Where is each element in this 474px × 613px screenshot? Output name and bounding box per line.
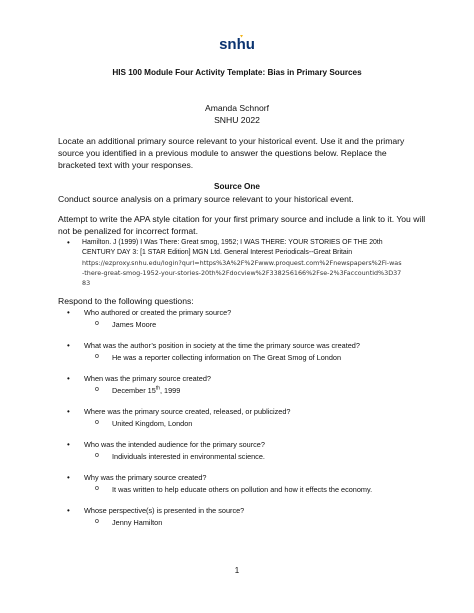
bullet-icon: • [67,473,70,482]
bullet-icon: • [67,308,70,317]
answer-text: He was a reporter collecting information on The Great Smog of London [112,353,342,362]
bullet-icon: • [67,341,70,350]
answer-text: December 15th, 1999 [112,386,181,396]
answer-item [95,452,432,461]
circle-bullet-icon: o [95,518,99,525]
apa-instruction: Attempt to write the APA style citation for your first primary source and include a link to it. You will not be penalized for incorrect format. [58,214,426,236]
question-item [67,440,424,449]
answer-item [95,518,432,527]
page-title: HIS 100 Module Four Activity Template: Bias in Primary Sources [112,68,362,77]
citation-link[interactable]: https://ezproxy.snhu.edu/login?qurl=https%3A%2F%2Fwww.proquest.com%2Fnewspapers%2Fi-was-there-great-smog-1952-your-stories-20th%2Fdocview%2F338256166%2Fse-2%3Faccountid%3D3783 [82,259,402,287]
answer-text: Individuals interested in environmental science. [112,452,265,461]
bullet-icon: • [67,238,70,247]
question-item [67,407,424,416]
svg-text:snhu: snhu [219,36,255,52]
bullet-icon: • [67,506,70,515]
answer-item [95,419,432,428]
answer-item [95,320,432,329]
answer-text: Jenny Hamilton [112,518,163,527]
bullet-icon: • [67,440,70,449]
question-text: Whose perspective(s) is presented in the source? [84,506,245,515]
question-text: What was the author’s position in society at the time the primary source was created? [84,341,360,350]
answer-item [95,485,432,494]
answer-item [95,386,432,396]
question-text: Who was the intended audience for the primary source? [84,440,265,449]
section-heading: Source One [214,182,260,191]
question-text: Who authored or created the primary source? [84,308,232,317]
circle-bullet-icon: o [95,452,99,459]
intro-paragraph: Locate an additional primary source relevant to your historical event. Use it and the primary source you identified in a previous module to answer the questions below. Replace the bracketed text with your responses. [58,136,405,170]
circle-bullet-icon: o [95,485,99,492]
snhu-logo [0,34,474,52]
question-item [67,341,424,350]
respond-label: Respond to the following questions: [58,296,194,306]
answer-item [95,353,432,362]
question-item [67,374,424,383]
citation-text: Hamilton. J (1999) I Was There: Great smog, 1952; I WAS THERE: YOUR STORIES OF THE 20th CENTURY DAY 3: [1 STAR Edition] MGN Ltd. General Interest Periodicals--Great Britain [82,239,383,256]
question-item [67,308,424,317]
circle-bullet-icon: o [95,320,99,327]
circle-bullet-icon: o [95,386,99,393]
question-item [67,473,424,482]
circle-bullet-icon: o [95,419,99,426]
circle-bullet-icon: o [95,353,99,360]
author-name: Amanda Schnorf [204,103,269,113]
answer-text: United Kingdom, London [112,419,193,428]
question-text: Why was the primary source created? [84,473,207,482]
bullet-icon: • [67,374,70,383]
question-item [67,506,424,515]
page-number: 1 [234,566,240,575]
question-text: Where was the primary source created, released, or publicized? [84,407,291,416]
organization: SNHU 2022 [214,115,260,125]
section-description: Conduct source analysis on a primary source relevant to your historical event. [58,194,354,204]
question-text: When was the primary source created? [84,374,211,383]
snhu-logo-mark [217,34,257,52]
bullet-icon: • [67,407,70,416]
answer-text: James Moore [112,320,157,329]
answer-text: It was written to help educate others on pollution and how it effects the economy. [112,485,373,494]
citation-item [67,238,402,288]
